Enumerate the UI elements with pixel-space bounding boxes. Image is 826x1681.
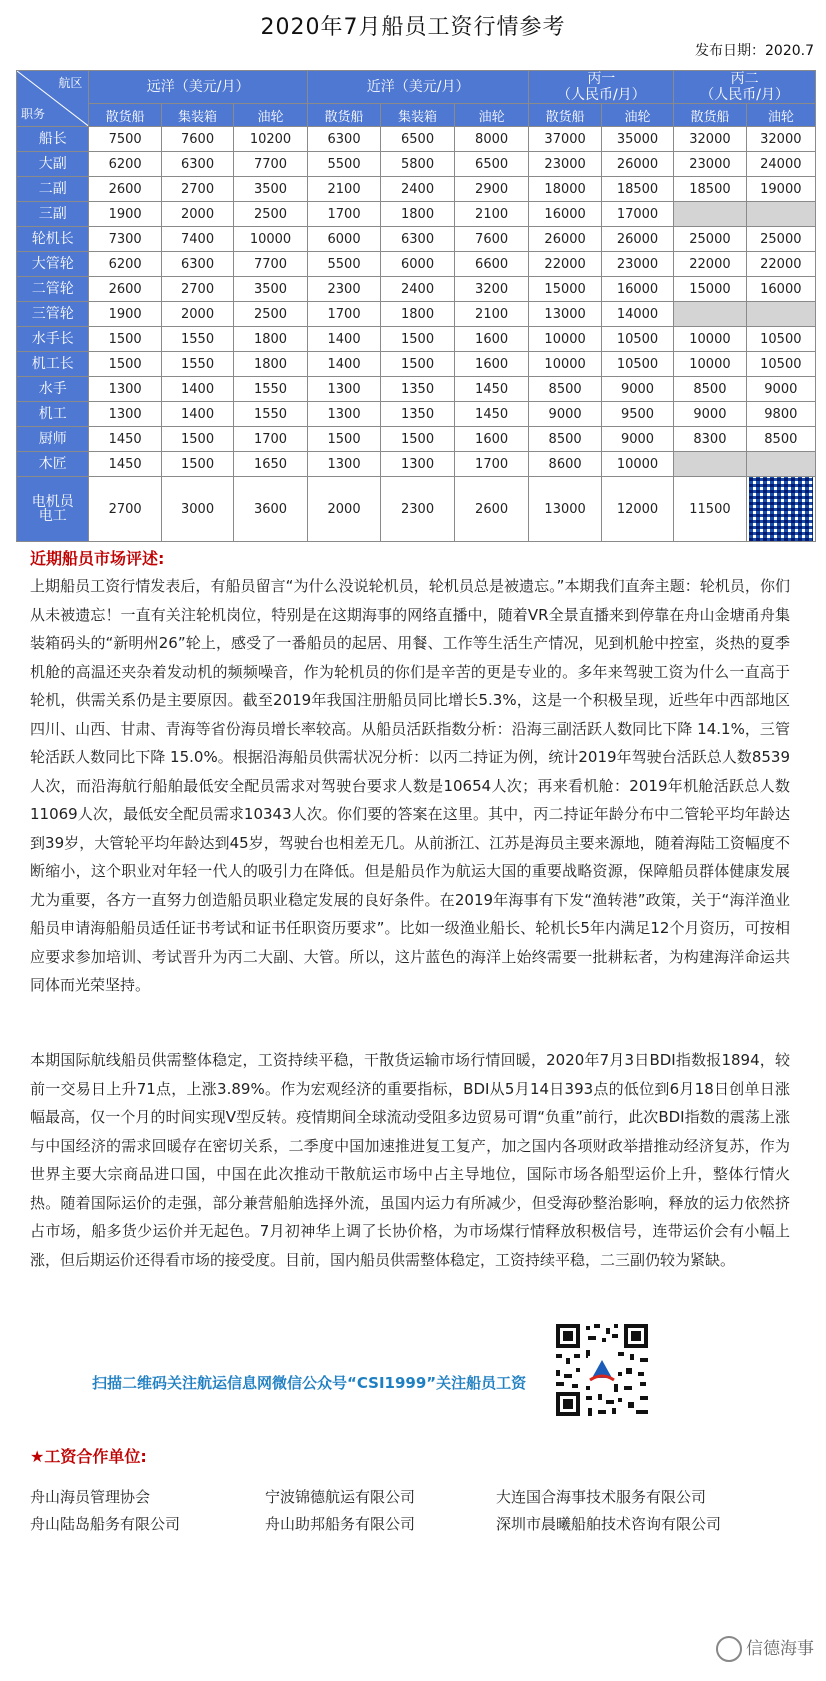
table-row bbox=[17, 252, 816, 277]
wage-cell: 1800 bbox=[381, 302, 455, 327]
wage-cell: 7400 bbox=[161, 227, 233, 252]
corner-position-label: 职务 bbox=[21, 107, 46, 121]
wage-cell: 2300 bbox=[381, 477, 455, 542]
wage-cell: 26000 bbox=[601, 152, 673, 177]
wage-cell: 2500 bbox=[234, 302, 308, 327]
wage-cell: 22000 bbox=[529, 252, 601, 277]
wage-cell: 23000 bbox=[674, 152, 746, 177]
wage-cell: 7700 bbox=[234, 252, 308, 277]
wage-cell: 2600 bbox=[89, 177, 161, 202]
subheader-cell: 散货船 bbox=[674, 104, 746, 127]
wage-cell: 1700 bbox=[307, 202, 381, 227]
table-row bbox=[17, 177, 816, 202]
wage-cell: 5500 bbox=[307, 252, 381, 277]
wage-cell: 3600 bbox=[234, 477, 308, 542]
wage-cell: 18500 bbox=[601, 177, 673, 202]
wage-cell: 24000 bbox=[746, 152, 815, 177]
wage-cell: 1450 bbox=[454, 402, 529, 427]
coop-unit: 舟山助邦船务有限公司 bbox=[265, 1515, 416, 1533]
wage-cell: 2400 bbox=[381, 277, 455, 302]
wage-cell: 7300 bbox=[89, 227, 161, 252]
wage-cell: 3200 bbox=[454, 277, 529, 302]
wage-cell: 1500 bbox=[161, 452, 233, 477]
wage-cell: 3000 bbox=[161, 477, 233, 542]
wage-cell: 1300 bbox=[307, 452, 381, 477]
empty-cell bbox=[746, 302, 815, 327]
wage-cell: 16000 bbox=[746, 277, 815, 302]
wage-cell: 1700 bbox=[454, 452, 529, 477]
wage-cell: 22000 bbox=[746, 252, 815, 277]
wage-cell: 7600 bbox=[161, 127, 233, 152]
wage-cell: 2900 bbox=[454, 177, 529, 202]
empty-cell bbox=[746, 202, 815, 227]
wage-cell: 10000 bbox=[674, 327, 746, 352]
group-header: 丙一 （人民币/月） bbox=[529, 71, 674, 104]
wage-cell: 8300 bbox=[674, 427, 746, 452]
position-label: 二副 bbox=[17, 177, 89, 202]
table-corner bbox=[17, 71, 89, 127]
wage-cell: 10500 bbox=[746, 352, 815, 377]
position-label: 木匠 bbox=[17, 452, 89, 477]
wage-cell: 1300 bbox=[307, 402, 381, 427]
wage-cell: 35000 bbox=[601, 127, 673, 152]
wage-cell: 2000 bbox=[161, 202, 233, 227]
wage-cell: 6200 bbox=[89, 152, 161, 177]
wage-cell: 8000 bbox=[454, 127, 529, 152]
wage-cell: 10000 bbox=[529, 352, 601, 377]
wage-cell: 1600 bbox=[454, 352, 529, 377]
wage-cell: 1600 bbox=[454, 427, 529, 452]
wage-cell: 1350 bbox=[381, 377, 455, 402]
wage-cell: 1500 bbox=[89, 352, 161, 377]
position-label: 大管轮 bbox=[17, 252, 89, 277]
coop-unit: 舟山陆岛船务有限公司 bbox=[30, 1515, 181, 1533]
wage-cell: 23000 bbox=[529, 152, 601, 177]
wage-cell: 1500 bbox=[307, 427, 381, 452]
wage-cell: 8500 bbox=[746, 427, 815, 452]
wage-cell: 10000 bbox=[674, 352, 746, 377]
wage-cell: 1900 bbox=[89, 202, 161, 227]
wage-cell: 1550 bbox=[234, 402, 308, 427]
wage-cell: 3500 bbox=[234, 277, 308, 302]
wage-cell: 8500 bbox=[529, 377, 601, 402]
wage-cell: 6300 bbox=[381, 227, 455, 252]
wage-cell: 7600 bbox=[454, 227, 529, 252]
scan-qr-caption: 扫描二维码关注航运信息网微信公众号“CSI1999”关注船员工资 bbox=[92, 1374, 527, 1392]
subheader-cell: 散货船 bbox=[307, 104, 381, 127]
wage-cell: 1400 bbox=[307, 352, 381, 377]
wage-cell: 17000 bbox=[601, 202, 673, 227]
wage-cell: 6500 bbox=[454, 152, 529, 177]
watermark bbox=[716, 1634, 814, 1662]
wage-cell: 6600 bbox=[454, 252, 529, 277]
position-label: 电机员 电工 bbox=[17, 477, 89, 542]
wage-cell: 9000 bbox=[601, 377, 673, 402]
position-label: 机工长 bbox=[17, 352, 89, 377]
table-row bbox=[17, 452, 816, 477]
publish-date: 发布日期：2020.7 bbox=[695, 43, 814, 59]
wage-cell: 10000 bbox=[234, 227, 308, 252]
wage-cell: 8500 bbox=[529, 427, 601, 452]
wage-cell: 16000 bbox=[529, 202, 601, 227]
wage-cell: 8600 bbox=[529, 452, 601, 477]
table-row bbox=[17, 152, 816, 177]
wage-cell: 1500 bbox=[381, 352, 455, 377]
table-qr-cell bbox=[746, 477, 815, 542]
table-row bbox=[17, 302, 816, 327]
table-row bbox=[17, 477, 816, 542]
watermark-text: 信德海事 bbox=[746, 1639, 814, 1659]
wage-cell: 7500 bbox=[89, 127, 161, 152]
empty-cell bbox=[674, 202, 746, 227]
group-header: 近洋（美元/月） bbox=[307, 71, 529, 104]
review-paragraph-2: 本期国际航线船员供需整体稳定，工资持续平稳，干散货运输市场行情回暖，2020年7月3日BDI指数报1894，较前一交易日上升71点，上涨3.89%。作为宏观经济的重要指标，BDI从5月14日393点的低位到6月18日创单日涨幅最高，仅一个月的时间实现V型反转。疫情期间全球流动受阻多边贸易可谓“负重”前行，此次BDI指数的震荡上涨与中国经济的需求回暖存在密切关系，二季度中国加速推进复工复产，加之国内各项财政举措推动经济复苏，作为世界主要大宗商品进口国，中国在此次推动干散航运市场中占主导地位，国际市场各船型运价上升，整体行情火热。随着国际运价的走强，部分兼营船舶选择外流，虽国内运力有所减少，但受海砂整治影响，释放的运力依然挤占市场，船多货少运价并无起色。7月初神华上调了长协价格，为市场煤行情释放积极信号，连带运价会有小幅上涨，但后期运价还得看市场的接受度。目前，国内船员供需整体稳定，工资持续平稳，二三副仍较为紧缺。 bbox=[30, 1051, 790, 1269]
wage-cell: 2100 bbox=[454, 302, 529, 327]
wage-cell: 1300 bbox=[307, 377, 381, 402]
wage-cell: 1550 bbox=[161, 352, 233, 377]
table-row bbox=[17, 402, 816, 427]
market-review-heading: 近期船员市场评述: bbox=[30, 549, 165, 568]
wage-cell: 9000 bbox=[601, 427, 673, 452]
wage-cell: 11500 bbox=[674, 477, 746, 542]
wage-cell: 9000 bbox=[746, 377, 815, 402]
wage-cell: 2300 bbox=[307, 277, 381, 302]
wage-cell: 1350 bbox=[381, 402, 455, 427]
wage-cell: 1300 bbox=[381, 452, 455, 477]
subheader-cell: 油轮 bbox=[746, 104, 815, 127]
wage-cell: 10200 bbox=[234, 127, 308, 152]
wage-cell: 10500 bbox=[601, 327, 673, 352]
wage-cell: 1800 bbox=[381, 202, 455, 227]
wage-cell: 2000 bbox=[161, 302, 233, 327]
wage-cell: 1700 bbox=[234, 427, 308, 452]
wage-cell: 1300 bbox=[89, 402, 161, 427]
position-label: 三管轮 bbox=[17, 302, 89, 327]
cooperation-heading: ★工资合作单位: bbox=[30, 1447, 147, 1466]
wage-cell: 1800 bbox=[234, 327, 308, 352]
subheader-cell: 散货船 bbox=[89, 104, 161, 127]
wage-cell: 6300 bbox=[161, 252, 233, 277]
coop-unit: 大连国合海事技术服务有限公司 bbox=[496, 1488, 707, 1506]
coop-unit: 宁波锦德航运有限公司 bbox=[265, 1488, 416, 1506]
wage-cell: 2600 bbox=[89, 277, 161, 302]
wage-cell: 1400 bbox=[161, 377, 233, 402]
wage-cell: 32000 bbox=[746, 127, 815, 152]
position-label: 二管轮 bbox=[17, 277, 89, 302]
wage-cell: 1450 bbox=[89, 427, 161, 452]
wage-cell: 16000 bbox=[601, 277, 673, 302]
wage-cell: 25000 bbox=[674, 227, 746, 252]
table-row bbox=[17, 202, 816, 227]
wage-cell: 13000 bbox=[529, 302, 601, 327]
subheader-cell: 油轮 bbox=[234, 104, 308, 127]
subheader-cell: 集装箱 bbox=[381, 104, 455, 127]
subheader-cell: 油轮 bbox=[454, 104, 529, 127]
wage-cell: 3500 bbox=[234, 177, 308, 202]
wage-cell: 6000 bbox=[307, 227, 381, 252]
position-label: 厨师 bbox=[17, 427, 89, 452]
wage-cell: 6500 bbox=[381, 127, 455, 152]
wage-cell: 6300 bbox=[161, 152, 233, 177]
table-row bbox=[17, 377, 816, 402]
wage-cell: 1700 bbox=[307, 302, 381, 327]
wage-cell: 1800 bbox=[234, 352, 308, 377]
wage-cell: 25000 bbox=[746, 227, 815, 252]
wage-cell: 9800 bbox=[746, 402, 815, 427]
review-paragraph-1: 上期船员工资行情发表后，有船员留言“为什么没说轮机员，轮机员总是被遗忘。”本期我们直奔主题：轮机员，你们从未被遗忘！一直有关注轮机岗位，特别是在这期海事的网络直播中，随着VR全景直播来到停靠在舟山金塘甬舟集装箱码头的“新明州26”轮上，感受了一番船员的起居、用餐、工作等生活生产情况，见到机舱中控室，炎热的夏季机舱的高温还夹杂着发动机的频频噪音，作为轮机员的你们是辛苦的更是专业的。多年来驾驶工资为什么一直高于轮机，供需关系仍是主要原因。截至2019年我国注册船员同比增长5.3%，这是一个积极呈现，近些年中西部地区四川、山西、甘肃、青海等省份海员增长率较高。从船员活跃指数分析：沿海三副活跃人数同比下降 14.1%，三管轮活跃人数同比下降 15.0%。根据沿海船员供需状况分析：以丙二持证为例，统计2019年驾驶台活跃总人数8539人次，而沿海航行船舶最低安全配员需求对驾驶台要求人数是10654人次；再来看机舱：2019年机舱活跃总人数11069人次，最低安全配员需求10343人次。你们要的答案在这里。其中，丙二持证年龄分布中二管轮平均年龄达到39岁，大管轮平均年龄达到45岁，驾驶台也相差无几。从前浙江、江苏是海员主要来源地，随着海陆工资幅度不断缩小，这个职业对年轻一代人的吸引力在降低。但是船员作为航运大国的重要战略资源，保障船员群体健康发展尤为重要，各方一直努力创造船员职业稳定发展的良好条件。在2019年海事有下发“渔转港”政策，关于“海洋渔业船员申请海船船员适任证书考试和证书任职资历要求”。比如一级渔业船长、轮机长5年内满足12个月资历，可按相应要求参加培训、考试晋升为丙二大副、大管。所以，这片蓝色的海洋上始终需要一批耕耘者，为构建海洋命运共同体而光荣坚持。 bbox=[30, 577, 790, 994]
wage-cell: 22000 bbox=[674, 252, 746, 277]
subheader-cell: 散货船 bbox=[529, 104, 601, 127]
position-label: 轮机长 bbox=[17, 227, 89, 252]
position-label: 水手 bbox=[17, 377, 89, 402]
wechat-icon bbox=[716, 1636, 742, 1662]
wage-cell: 1500 bbox=[381, 427, 455, 452]
wage-cell: 1550 bbox=[234, 377, 308, 402]
wage-cell: 1400 bbox=[307, 327, 381, 352]
corner-region-label: 航区 bbox=[58, 76, 83, 90]
wage-cell: 1450 bbox=[454, 377, 529, 402]
group-header: 远洋（美元/月） bbox=[89, 71, 307, 104]
wage-cell: 10000 bbox=[601, 452, 673, 477]
wage-cell: 37000 bbox=[529, 127, 601, 152]
qr-code-icon[interactable] bbox=[749, 477, 813, 541]
coop-unit: 舟山海员管理协会 bbox=[30, 1488, 151, 1506]
wage-cell: 1400 bbox=[161, 402, 233, 427]
wage-cell: 2100 bbox=[454, 202, 529, 227]
empty-cell bbox=[674, 302, 746, 327]
wage-cell: 2100 bbox=[307, 177, 381, 202]
wage-cell: 1550 bbox=[161, 327, 233, 352]
wage-cell: 2400 bbox=[381, 177, 455, 202]
position-label: 大副 bbox=[17, 152, 89, 177]
wage-cell: 5800 bbox=[381, 152, 455, 177]
wage-cell: 1650 bbox=[234, 452, 308, 477]
wage-cell: 15000 bbox=[529, 277, 601, 302]
table-row bbox=[17, 327, 816, 352]
wage-cell: 7700 bbox=[234, 152, 308, 177]
wage-cell: 26000 bbox=[601, 227, 673, 252]
position-label: 机工 bbox=[17, 402, 89, 427]
subheader-cell: 集装箱 bbox=[161, 104, 233, 127]
wage-cell: 1450 bbox=[89, 452, 161, 477]
wage-cell: 10000 bbox=[529, 327, 601, 352]
wage-cell: 2700 bbox=[161, 277, 233, 302]
wage-cell: 6200 bbox=[89, 252, 161, 277]
empty-cell bbox=[746, 452, 815, 477]
wage-cell: 18000 bbox=[529, 177, 601, 202]
subheader-cell: 油轮 bbox=[601, 104, 673, 127]
wage-cell: 15000 bbox=[674, 277, 746, 302]
wage-cell: 2700 bbox=[89, 477, 161, 542]
wage-cell: 13000 bbox=[529, 477, 601, 542]
wage-cell: 6300 bbox=[307, 127, 381, 152]
wage-cell: 10500 bbox=[746, 327, 815, 352]
table-row bbox=[17, 127, 816, 152]
group-header: 丙二 （人民币/月） bbox=[674, 71, 816, 104]
wage-cell: 9500 bbox=[601, 402, 673, 427]
wage-cell: 9000 bbox=[674, 402, 746, 427]
wage-cell: 2600 bbox=[454, 477, 529, 542]
table-row bbox=[17, 352, 816, 377]
wage-cell: 1900 bbox=[89, 302, 161, 327]
wage-cell: 2000 bbox=[307, 477, 381, 542]
wage-table bbox=[16, 70, 816, 542]
wage-cell: 2700 bbox=[161, 177, 233, 202]
table-row bbox=[17, 427, 816, 452]
wage-cell: 8500 bbox=[674, 377, 746, 402]
position-label: 水手长 bbox=[17, 327, 89, 352]
wage-cell: 19000 bbox=[746, 177, 815, 202]
wage-cell: 32000 bbox=[674, 127, 746, 152]
wage-cell: 12000 bbox=[601, 477, 673, 542]
wage-cell: 9000 bbox=[529, 402, 601, 427]
wage-cell: 5500 bbox=[307, 152, 381, 177]
wage-cell: 1500 bbox=[161, 427, 233, 452]
wage-cell: 1300 bbox=[89, 377, 161, 402]
position-label: 三副 bbox=[17, 202, 89, 227]
table-row bbox=[17, 227, 816, 252]
wage-cell: 1500 bbox=[89, 327, 161, 352]
wage-cell: 14000 bbox=[601, 302, 673, 327]
wage-cell: 6000 bbox=[381, 252, 455, 277]
wage-cell: 10500 bbox=[601, 352, 673, 377]
wage-cell: 23000 bbox=[601, 252, 673, 277]
wage-cell: 18500 bbox=[674, 177, 746, 202]
page-title: 2020年7月船员工资行情参考 bbox=[260, 15, 566, 40]
wage-cell: 1600 bbox=[454, 327, 529, 352]
wage-cell: 1500 bbox=[381, 327, 455, 352]
wage-cell: 2500 bbox=[234, 202, 308, 227]
wechat-qr-code[interactable] bbox=[552, 1320, 652, 1420]
table-row bbox=[17, 277, 816, 302]
empty-cell bbox=[674, 452, 746, 477]
position-label: 船长 bbox=[17, 127, 89, 152]
coop-unit: 深圳市晨曦船舶技术咨询有限公司 bbox=[496, 1515, 722, 1533]
wage-cell: 26000 bbox=[529, 227, 601, 252]
